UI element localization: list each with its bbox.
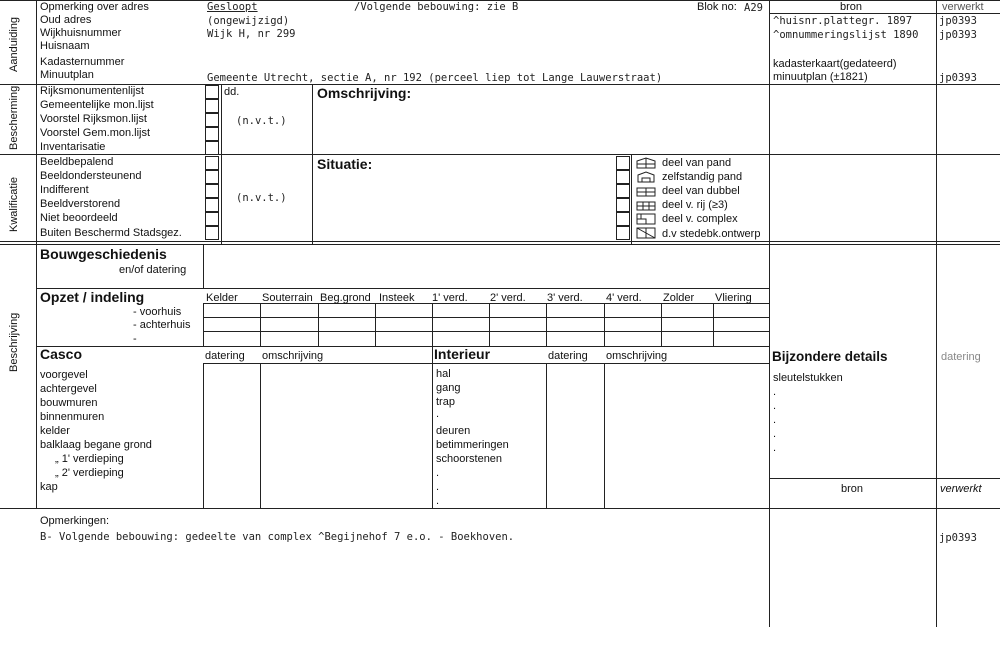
side-label-bescherming: Bescherming <box>8 85 20 150</box>
wijk-value: Wijk H, nr 299 <box>207 28 296 40</box>
protection-checkbox[interactable] <box>205 113 219 127</box>
kwalificatie-bottom-2 <box>0 244 1000 245</box>
protection-item: Gemeentelijke mon.lijst <box>40 99 154 111</box>
verwerkt-header: verwerkt <box>942 1 984 13</box>
bouwgeschiedenis-title: Bouwgeschiedenis <box>40 246 167 262</box>
opmerkingen-text: B- Volgende bebouwing: gedeelte van complex ^Begijnehof 7 e.o. - Boekhoven. <box>40 531 515 543</box>
beschrijving-bottom <box>0 508 1000 509</box>
opzet-col-line <box>203 303 204 346</box>
situation-checkbox[interactable] <box>616 226 630 240</box>
opzet-grid-line <box>318 303 319 346</box>
opzet-bottom <box>36 346 770 347</box>
opzet-column-header: 4' verd. <box>606 292 642 304</box>
bijzondere-datering-header: datering <box>941 351 981 363</box>
part-of-building-icon <box>636 157 656 169</box>
urban-design-icon <box>636 227 656 239</box>
interieur-omschrijving-line <box>604 363 605 508</box>
source-bron: kadasterkaart(gedateerd) <box>773 58 897 70</box>
protection-item: Inventarisatie <box>40 141 106 153</box>
bijzonder-bron-line <box>769 478 1000 479</box>
opzet-row-label: - achterhuis <box>133 319 191 331</box>
casco-item: voorgevel <box>40 369 88 381</box>
bijzondere-title: Bijzondere details <box>772 349 888 364</box>
next-building-note: /Volgende bebouwing: zie B <box>354 1 519 13</box>
opzet-row-3 <box>203 331 770 332</box>
page-bottom-margin <box>0 627 1000 649</box>
interieur-item: . <box>436 495 440 507</box>
source-bron: minuutplan (±1821) <box>773 71 868 83</box>
bijzondere-item: . <box>773 442 777 454</box>
qualification-item: Beeldbepalend <box>40 156 114 168</box>
dd-label: dd. <box>224 86 240 98</box>
situation-checkbox[interactable] <box>616 212 630 226</box>
opzet-grid-line <box>260 303 261 346</box>
header-underline <box>769 13 1000 14</box>
protection-checkbox[interactable] <box>205 85 219 99</box>
main-right-line <box>769 0 770 627</box>
situation-checkbox[interactable] <box>616 156 630 170</box>
label-oud-adres: Oud adres <box>40 14 92 26</box>
interieur-item: . <box>436 408 440 420</box>
verwerkt-line <box>936 0 937 627</box>
casco-item: kelder <box>40 425 70 437</box>
minuutplan-value: Gemeente Utrecht, sectie A, nr 192 (perceel liep tot Lange Lauwerstraat) <box>207 72 663 84</box>
opzet-grid-line <box>604 303 605 346</box>
casco-item: binnenmuren <box>40 411 105 423</box>
left-margin-line <box>36 0 37 508</box>
interieur-item: trap <box>436 396 455 408</box>
side-label-beschrijving: Beschrijving <box>8 312 20 372</box>
semi-detached-icon <box>636 185 656 197</box>
interieur-datering-header: datering <box>548 350 588 362</box>
bouwgeschiedenis-bottom <box>36 288 770 289</box>
opzet-row-2 <box>203 317 770 318</box>
opzet-grid-line <box>661 303 662 346</box>
opzet-column-header: 1' verd. <box>432 292 468 304</box>
source-verwerkt: jp0393 <box>939 15 977 27</box>
qualification-checkbox[interactable] <box>205 198 219 212</box>
opmerkingen-verwerkt: jp0393 <box>939 532 977 544</box>
protection-item: Rijksmonumentenlijst <box>40 85 144 97</box>
opzet-column-header: Zolder <box>663 292 695 304</box>
interieur-item: betimmeringen <box>436 439 509 451</box>
side-label-aanduiding: Aanduiding <box>8 16 20 72</box>
opzet-grid-line <box>546 303 547 346</box>
protection-item: Voorstel Rijksmon.lijst <box>40 113 147 125</box>
qualification-nvt: (n.v.t.) <box>236 192 287 204</box>
casco-datering-line <box>203 363 204 508</box>
bouwgeschiedenis-col-line <box>203 244 204 288</box>
label-huisnaam: Huisnaam <box>40 40 90 52</box>
label-kadasternummer: Kadasternummer <box>40 56 125 68</box>
casco-item: achtergevel <box>40 383 97 395</box>
qualification-item: Beeldondersteunend <box>40 170 142 182</box>
interieur-omschrijving-header: omschrijving <box>606 350 668 362</box>
opzet-row-label: - voorhuis <box>133 306 182 318</box>
situation-option: deel van pand <box>662 157 732 169</box>
casco-item: „ 1' verdieping <box>55 453 124 465</box>
opzet-column-header: Souterrain <box>262 292 313 304</box>
casco-omschrijving-line <box>260 363 261 508</box>
situatie-label: Situatie: <box>317 156 373 172</box>
source-bron: ^omnummeringslijst 1890 <box>773 29 919 41</box>
interieur-item: . <box>436 481 440 493</box>
bouwgeschiedenis-subtitle: en/of datering <box>119 264 187 276</box>
oud-adres-value: (ongewijzigd) <box>207 15 290 27</box>
qualification-item: Buiten Beschermd Stadsgez. <box>40 227 182 239</box>
situation-option: deel van dubbel <box>662 185 740 197</box>
kwalificatie-bottom <box>0 241 1000 242</box>
opzet-grid-line <box>713 303 714 346</box>
qualification-item: Niet beoordeeld <box>40 212 118 224</box>
opzet-grid-line <box>375 303 376 346</box>
protection-box-line <box>221 84 222 244</box>
qualification-item: Indifferent <box>40 184 89 196</box>
row-house-icon <box>636 199 656 211</box>
opzet-grid-line <box>432 303 433 346</box>
qualification-checkbox[interactable] <box>205 226 219 240</box>
omschrijving-left-line <box>312 84 313 244</box>
bijzondere-item: . <box>773 428 777 440</box>
casco-omschrijving-header: omschrijving <box>262 350 324 362</box>
protection-nvt: (n.v.t.) <box>236 115 287 127</box>
blok-label: Blok no: <box>697 1 737 13</box>
opzet-column-header: Vliering <box>715 292 752 304</box>
bescherming-bottom <box>0 154 1000 155</box>
situation-option: zelfstandig pand <box>662 171 743 183</box>
interieur-datering-line <box>546 363 547 508</box>
status-value: Gesloopt <box>207 1 258 13</box>
situation-option: deel v. complex <box>662 213 738 225</box>
bijzondere-item: . <box>773 414 777 426</box>
qualification-checkbox[interactable] <box>205 156 219 170</box>
interieur-left-line <box>432 346 433 508</box>
casco-item: „ 2' verdieping <box>55 467 124 479</box>
situation-box-line <box>631 154 632 244</box>
label-minuutplan: Minuutplan <box>40 69 94 81</box>
interieur-item: hal <box>436 368 451 380</box>
situation-checkbox[interactable] <box>616 198 630 212</box>
bijzondere-bron-header: bron <box>841 483 864 495</box>
situation-option: d.v stedebk.ontwerp <box>662 228 761 240</box>
source-verwerkt: jp0393 <box>939 72 977 84</box>
situation-checkbox[interactable] <box>616 170 630 184</box>
protection-checkbox[interactable] <box>205 127 219 141</box>
bijzondere-item: sleutelstukken <box>773 372 843 384</box>
side-label-kwalificatie: Kwalificatie <box>8 176 20 232</box>
bijzondere-verwerkt-header: verwerkt <box>940 483 982 495</box>
situation-option: deel v. rij (≥3) <box>662 199 728 211</box>
opzet-row-label: - <box>133 333 137 345</box>
label-wijkhuisnummer: Wijkhuisnummer <box>40 27 122 39</box>
qualification-checkbox[interactable] <box>205 184 219 198</box>
protection-checkbox[interactable] <box>205 99 219 113</box>
casco-item: balklaag begane grond <box>40 439 152 451</box>
casco-header-line <box>203 363 770 364</box>
opzet-column-header: Beg.grond <box>320 292 371 304</box>
interieur-item: deuren <box>436 425 471 437</box>
opmerkingen-label: Opmerkingen: <box>40 515 110 527</box>
casco-title: Casco <box>40 346 83 362</box>
qualification-checkbox[interactable] <box>205 170 219 184</box>
situation-checkbox[interactable] <box>616 184 630 198</box>
protection-item: Voorstel Gem.mon.lijst <box>40 127 151 139</box>
opzet-title: Opzet / indeling <box>40 289 145 305</box>
omschrijving-label: Omschrijving: <box>317 85 412 101</box>
opzet-column-header: 2' verd. <box>490 292 526 304</box>
interieur-title: Interieur <box>434 346 491 362</box>
interieur-item: gang <box>436 382 461 394</box>
standalone-building-icon <box>636 171 656 183</box>
interieur-item: schoorstenen <box>436 453 503 465</box>
bron-header: bron <box>840 1 863 13</box>
bijzondere-item: . <box>773 386 777 398</box>
blok-value: A29 <box>744 2 763 14</box>
protection-checkbox[interactable] <box>205 141 219 155</box>
complex-icon <box>636 213 656 225</box>
qualification-item: Beeldverstorend <box>40 198 121 210</box>
qualification-checkbox[interactable] <box>205 212 219 226</box>
opzet-grid-line <box>489 303 490 346</box>
bijzondere-item: . <box>773 400 777 412</box>
casco-datering-header: datering <box>205 350 245 362</box>
source-verwerkt: jp0393 <box>939 29 977 41</box>
aanduiding-bottom <box>0 84 1000 85</box>
casco-item: bouwmuren <box>40 397 98 409</box>
interieur-item: . <box>436 467 440 479</box>
label-opmerking-adres: Opmerking over adres <box>40 1 149 13</box>
source-bron: ^huisnr.plattegr. 1897 <box>773 15 913 27</box>
opzet-column-header: 3' verd. <box>547 292 583 304</box>
opzet-column-header: Kelder <box>206 292 238 304</box>
opzet-column-header: Insteek <box>379 292 415 304</box>
casco-item: kap <box>40 481 58 493</box>
